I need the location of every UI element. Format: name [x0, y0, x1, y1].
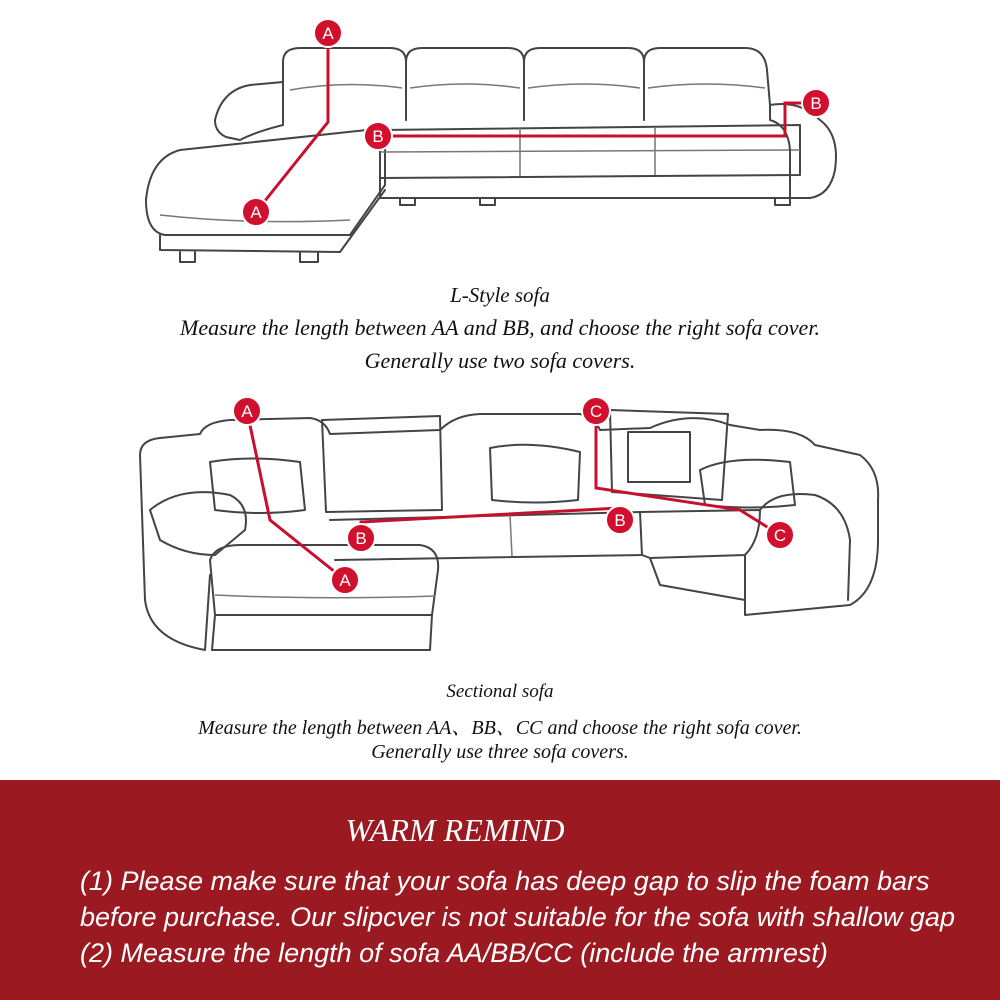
sectional-sofa-illustration: [0, 390, 1000, 675]
marker-a-top: [314, 19, 342, 47]
l-style-cover-count: Generally use two sofa covers.: [364, 348, 636, 373]
sectional-heading: Sectional sofa: [446, 681, 554, 702]
svg-text:A: A: [241, 402, 253, 421]
marker-a-bottom: [331, 566, 359, 594]
l-style-instruction: Measure the length between AA and BB, and choose the right sofa cover.: [180, 315, 820, 340]
l-style-sofa-illustration: [0, 0, 1000, 280]
marker-b-right: [606, 506, 634, 534]
svg-text:A: A: [322, 24, 334, 43]
warm-remind-title: WARM REMIND: [345, 812, 565, 848]
sectional-cover-count: Generally use three sofa covers.: [371, 741, 629, 763]
marker-b-left: [364, 122, 392, 150]
marker-b-right: [802, 89, 830, 117]
sectional-instruction: Measure the length between AA、BB、CC and choose the right sofa cover.: [198, 717, 802, 739]
svg-text:B: B: [355, 529, 367, 548]
svg-text:B: B: [614, 511, 626, 530]
svg-text:B: B: [372, 127, 384, 146]
svg-text:B: B: [810, 94, 822, 113]
svg-text:C: C: [589, 402, 603, 421]
warm-remind-banner: [0, 780, 1000, 1000]
remind-note-1-line-2: before purchase. Our slipcver is not suitable for the sofa with shallow gap: [80, 902, 955, 932]
marker-b-left: [347, 524, 375, 552]
marker-a-bottom: [242, 198, 270, 226]
marker-c-right: [766, 521, 794, 549]
l-style-heading: L-Style sofa: [450, 283, 550, 307]
marker-c-top: [582, 397, 610, 425]
remind-note-1-line-1: (1) Please make sure that your sofa has deep gap to slip the foam bars: [80, 866, 930, 896]
svg-text:C: C: [773, 526, 787, 545]
svg-text:A: A: [339, 571, 351, 590]
remind-note-2: (2) Measure the length of sofa AA/BB/CC (include the armrest): [80, 938, 828, 968]
svg-text:A: A: [250, 203, 262, 222]
marker-a-top: [233, 397, 261, 425]
